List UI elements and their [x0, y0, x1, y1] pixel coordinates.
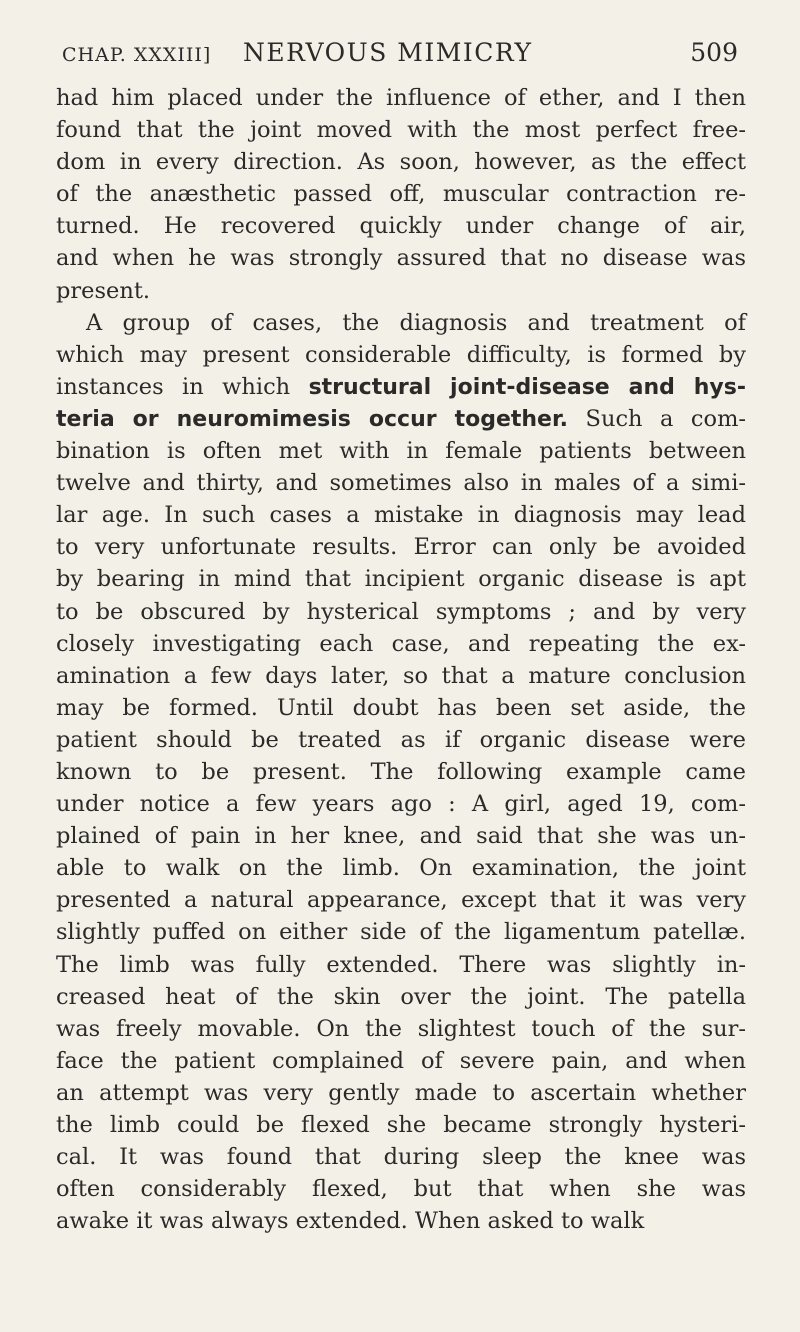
text-line: was freely movable. On the slightest touch of the sur-: [56, 1015, 746, 1042]
text-line: to be obscured by hysterical symptoms ; and by very: [56, 598, 746, 625]
emphasis-run: structural joint-disease and hys-: [308, 374, 747, 400]
paragraph-start-line: A group of cases, the diagnosis and treatment of: [86, 309, 746, 336]
text-line: and when he was strongly assured that no disease was: [56, 245, 746, 272]
text-line-mixed: [56, 371, 746, 403]
page-number: 509: [690, 38, 738, 67]
text-line: The limb was fully extended. There was slightly in-: [56, 951, 746, 978]
text-line: found that the joint moved with the most perfect free-: [56, 117, 746, 144]
line-regular-run: instances in which: [56, 373, 309, 400]
body-text: [56, 82, 746, 1237]
text-line: patient should be treated as if organic disease were: [56, 726, 746, 753]
line-regular-run: Such a com-: [568, 405, 747, 432]
text-line: by bearing in mind that incipient organic disease is apt: [56, 566, 746, 593]
text-line: slightly puffed on either side of the ligamentum patellæ.: [56, 919, 746, 946]
running-title: NERVOUS MIMICRY: [243, 38, 533, 67]
text-line-mixed: [56, 403, 746, 435]
text-line: amination a few days later, so that a mature conclusion: [56, 662, 746, 689]
text-line: present.: [56, 277, 151, 304]
text-line: creased heat of the skin over the joint. The patella: [56, 983, 746, 1010]
text-line: presented a natural appearance, except that it was very: [56, 887, 746, 914]
text-line: which may present considerable difficulty, is formed by: [56, 341, 746, 368]
text-line: closely investigating each case, and repeating the ex-: [56, 630, 746, 657]
text-line: bination is often met with in female patients between: [56, 438, 746, 465]
text-line: known to be present. The following example came: [56, 758, 746, 785]
text-line: often considerably flexed, but that when she was: [56, 1176, 746, 1203]
text-line: to very unfortunate results. Error can only be avoided: [56, 534, 746, 561]
text-line: face the patient complained of severe pain, and when: [56, 1047, 746, 1074]
text-line: an attempt was very gently made to ascertain whether: [56, 1079, 746, 1106]
text-line: may be formed. Until doubt has been set aside, the: [56, 694, 746, 721]
text-line: lar age. In such cases a mistake in diagnosis may lead: [56, 502, 746, 529]
text-line: turned. He recovered quickly under change of air,: [56, 213, 746, 240]
text-line: under notice a few years ago : A girl, aged 19, com-: [56, 791, 746, 818]
emphasis-run: teria or neuromimesis occur together.: [56, 406, 569, 432]
running-header: [60, 38, 740, 78]
text-line: plained of pain in her knee, and said that she was un-: [56, 823, 746, 850]
text-line: cal. It was found that during sleep the knee was: [56, 1144, 746, 1171]
chapter-label: CHAP. XXXIII]: [62, 44, 212, 66]
text-line: twelve and thirty, and sometimes also in males of a simi-: [56, 470, 746, 497]
text-line: able to walk on the limb. On examination, the joint: [56, 855, 746, 882]
text-line: dom in every direction. As soon, however, as the effect: [56, 149, 746, 176]
text-line: the limb could be flexed she became strongly hysteri-: [56, 1112, 746, 1138]
text-line: had him placed under the influence of ether, and I then: [56, 85, 746, 111]
text-line: awake it was always extended. When asked to walk: [56, 1208, 645, 1235]
text-line: of the anæsthetic passed off, muscular contraction re-: [56, 181, 746, 208]
